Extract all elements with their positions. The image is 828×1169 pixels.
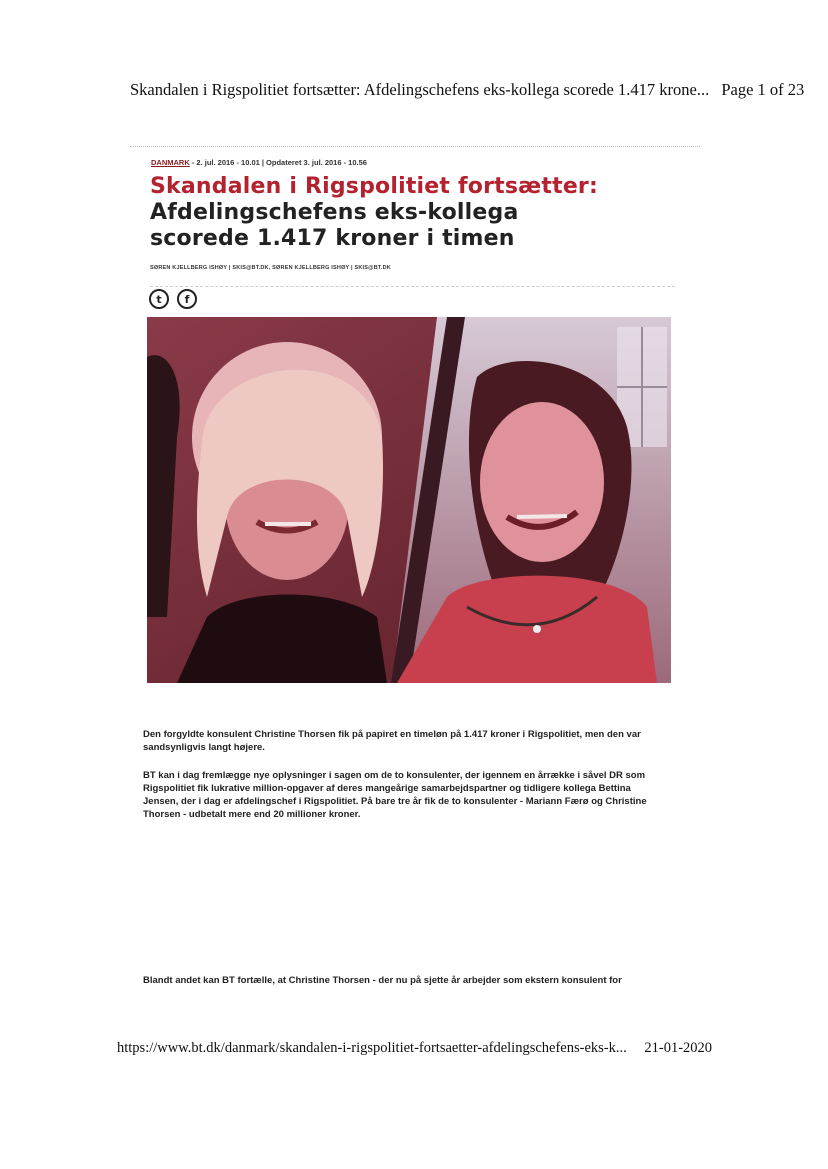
footer-date: 21-01-2020	[644, 1040, 713, 1056]
section-link[interactable]: DANMARK	[151, 158, 190, 167]
article-headline	[150, 174, 710, 252]
scan-divider	[130, 146, 700, 148]
print-header-page: Page 1 of 23	[721, 80, 805, 99]
headline-line-2: Afdelingschefens eks-kollega	[150, 200, 519, 225]
print-header	[130, 80, 804, 100]
headline-red: Skandalen i Rigspolitiet fortsætter:	[150, 174, 598, 199]
byline-divider	[150, 286, 675, 287]
article-lead: Den forgyldte konsulent Christine Thorsen fik på papiret en timeløn på 1.417 kroner i Rigspolitiet, men den var sandsynligvis langt højere.	[143, 729, 641, 753]
print-header-title: Skandalen i Rigspolitiet fortsætter: Afdelingschefens eks-kollega scorede 1.417 krone...	[130, 80, 710, 99]
article-cutoff-line: Blandt andet kan BT fortælle, at Christine Thorsen - der nu på sjette år arbejder som ekstern konsulent for	[143, 975, 622, 986]
footer-url[interactable]: https://www.bt.dk/danmark/skandalen-i-rigspolitiet-fortsaetter-afdelingschefens-eks-k...	[117, 1040, 627, 1056]
print-footer	[117, 1040, 712, 1057]
article-photo	[147, 317, 671, 683]
headline-line-3: scorede 1.417 kroner i timen	[150, 226, 515, 251]
facebook-share-icon[interactable]: f	[177, 289, 197, 309]
twitter-share-icon[interactable]: t	[149, 289, 169, 309]
byline: SØREN KJELLBERG ISHØY | SKIS@BT.DK, SØREN KJELLBERG ISHØY | SKIS@BT.DK	[150, 265, 391, 271]
article-paragraph: BT kan i dag fremlægge nye oplysninger i sagen om de to konsulenter, der igennem en årrække i såvel DR som Rigspolitiet fik lukrative million-opgaver af deres mangeårige samarbejdspartner og tidligere kollega Bettina Jensen, der i dag er afdelingschef i Rigspolitiet. På bare tre år fik de to konsulenter - Mariann Færø og Christine Thorsen - udbetalt mere end 20 millioner kroner.	[143, 770, 647, 820]
dateline: - 2. jul. 2016 - 10.01 | Opdateret 3. jul. 2016 - 10.56	[189, 158, 367, 167]
article-meta	[151, 158, 367, 167]
photo-illustration	[147, 317, 671, 683]
